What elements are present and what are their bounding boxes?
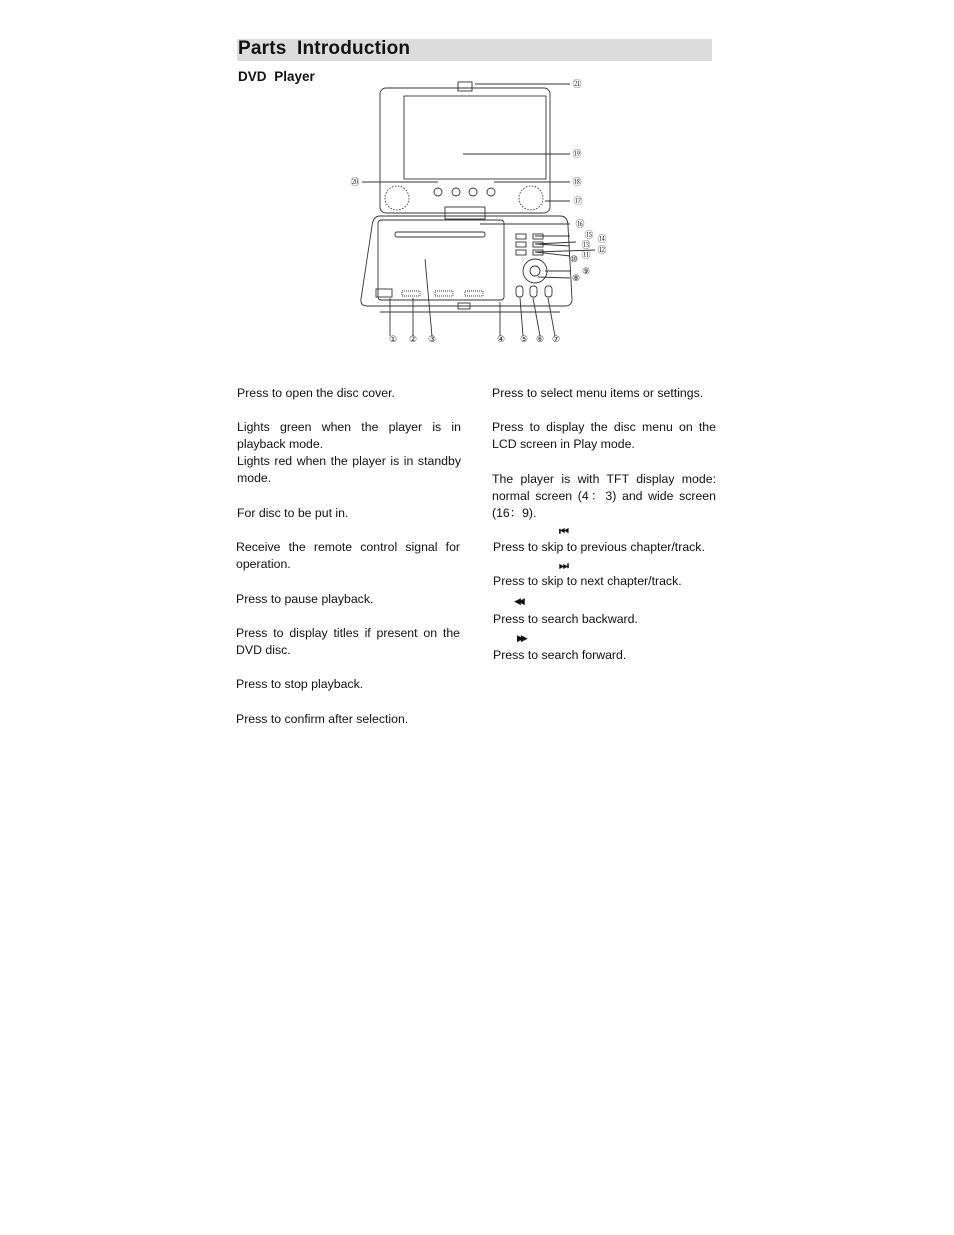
callout-4: ④ (496, 335, 506, 345)
callout-18: ⑱ (572, 178, 582, 188)
callout-5: ⑤ (519, 335, 529, 345)
callout-11: ⑪ (581, 251, 591, 261)
callout-17: ⑰ (573, 197, 583, 207)
callout-15: ⑮ (584, 231, 594, 241)
right-item-3: The player is with TFT display mode: normal screen (4：3) and wide screen (16：9). (492, 472, 716, 521)
left-item-2: Lights green when the player is in playback mode. (237, 420, 461, 452)
left-speaker (385, 186, 409, 210)
left-item-3: Lights red when the player is in standby mode. (237, 454, 461, 486)
left-item-4: For disc to be put in. (237, 506, 349, 520)
left-item-7: Press to display titles if present on the DVD disc. (236, 626, 460, 658)
left-item-1: Press to open the disc cover. (237, 386, 395, 400)
callout-3: ③ (427, 335, 437, 345)
right-item-5: Press to skip to next chapter/track. (493, 574, 682, 588)
callout-19: ⑲ (572, 150, 582, 160)
next-track-icon: ⏭ (559, 560, 569, 572)
left-item-6: Press to pause playback. (236, 592, 374, 606)
callout-12: ⑫ (597, 246, 607, 256)
right-item-2: Press to display the disc menu on the LCD screen in Play mode. (492, 420, 716, 452)
callout-20: ⑳ (350, 178, 360, 188)
left-item-5: Receive the remote control signal for operation. (236, 540, 460, 572)
callout-16: ⑯ (575, 220, 585, 230)
dvd-player-diagram (340, 74, 620, 349)
left-item-9: Press to confirm after selection. (236, 712, 409, 726)
previous-track-icon: ⏮ (559, 526, 569, 538)
fast-forward-icon: ▶▶ (517, 633, 525, 643)
navigation-pad (523, 259, 547, 283)
base-outline (361, 216, 572, 306)
lid-latch (458, 82, 472, 91)
callout-1: ① (388, 335, 398, 345)
callout-13: ⑬ (581, 241, 591, 251)
rewind-icon: ◀◀ (514, 596, 522, 606)
page-title: Parts Introduction (238, 38, 411, 59)
right-item-7: Press to search forward. (493, 648, 627, 662)
callout-2: ② (408, 335, 418, 345)
lcd-screen (404, 96, 546, 179)
section-subtitle: DVD Player (238, 69, 315, 84)
callout-7: ⑦ (551, 335, 561, 345)
section-title-bar (237, 39, 712, 61)
lid-outline (380, 88, 550, 213)
right-speaker (519, 186, 543, 210)
callout-6: ⑥ (535, 335, 545, 345)
callout-9: ⑨ (581, 267, 591, 277)
right-item-6: Press to search backward. (493, 612, 638, 626)
callout-8: ⑧ (571, 274, 581, 284)
callout-21: ㉑ (572, 80, 582, 90)
callout-14: ⑭ (597, 235, 607, 245)
callout-10: ⑩ (569, 255, 579, 265)
right-item-4: Press to skip to previous chapter/track. (493, 540, 705, 554)
right-item-1: Press to select menu items or settings. (492, 386, 704, 400)
left-item-8: Press to stop playback. (236, 677, 364, 691)
